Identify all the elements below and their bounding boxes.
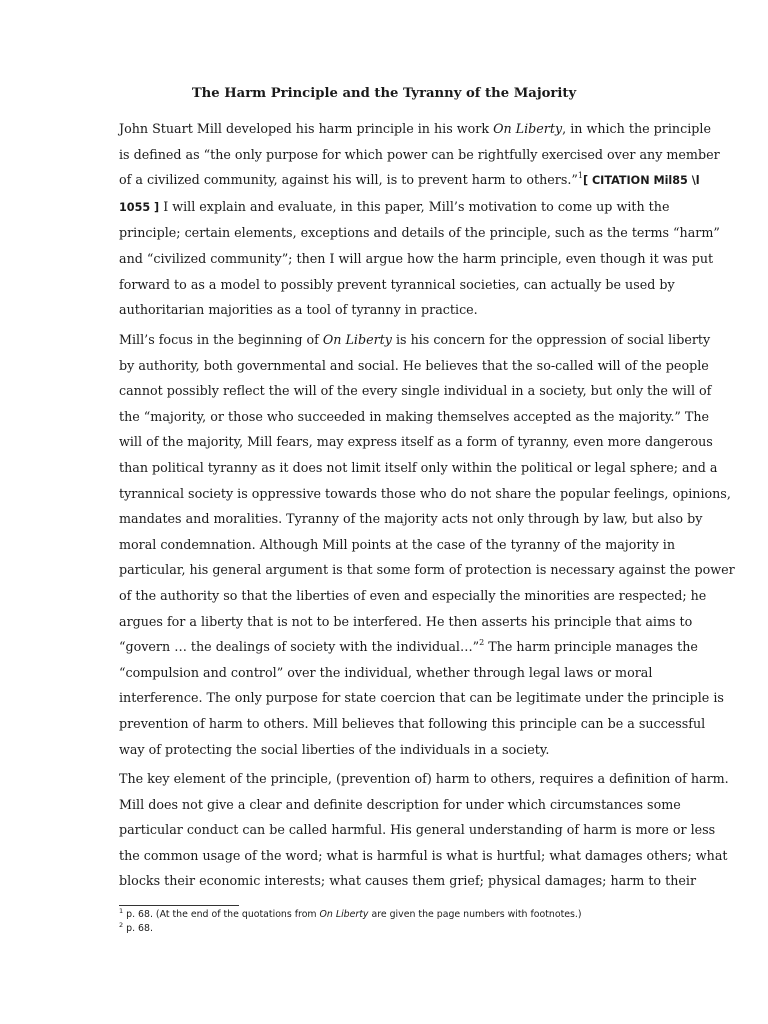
text-line: argues for a liberty that is not to be interfered. He then asserts his principle that aims to <box>119 613 693 629</box>
footnote-ref[interactable]: 2 <box>479 638 485 648</box>
text-line: cannot possibly reflect the will of the every single individual in a society, but only the will of <box>119 383 712 399</box>
text-run: I will explain and evaluate, in this paper, Mill’s motivation to come up with the <box>159 198 670 214</box>
text-line: way of protecting the social liberties of the individuals in a society. <box>119 741 550 757</box>
text-line: forward to as a model to possibly prevent tyrannical societies, can actually be used by <box>119 276 675 292</box>
footnote-number: 2 <box>119 921 124 929</box>
book-title: On Liberty <box>493 121 563 136</box>
footnote-number: 1 <box>119 907 124 915</box>
book-title: On Liberty <box>322 332 392 347</box>
text-line: the “majority, or those who succeeded in making themselves accepted as the majority.” The <box>119 408 710 424</box>
text-line: authoritarian majorities as a tool of tyranny in practice. <box>119 302 478 318</box>
footnote-ref[interactable]: 1 <box>577 171 583 181</box>
text-line: the common usage of the word; what is harmful is what is hurtful; what damages others; what <box>119 847 728 863</box>
text-line: is defined as “the only purpose for which power can be rightfully exercised over any member <box>119 146 720 162</box>
citation-field: 1055 ] <box>119 200 160 214</box>
text-line: will of the majority, Mill fears, may express itself as a form of tyranny, even more dangerous <box>119 434 713 450</box>
footnote-2 <box>119 922 679 936</box>
text-line <box>119 194 679 221</box>
text-line <box>119 167 700 194</box>
footnote-1 <box>119 908 679 922</box>
text-line: by authority, both governmental and social. He believes that the so-called will of the people <box>119 357 709 373</box>
text-run: of a civilized community, against his will, is to prevent harm to others.” <box>119 172 578 188</box>
text-run: The harm principle manages the <box>484 639 698 655</box>
text-line <box>119 634 698 660</box>
footnote-text: p. 68. (At the end of the quotations from <box>123 909 320 920</box>
text-line: prevention of harm to others. Mill believes that following this principle can be a successful <box>119 715 706 731</box>
text-run: “govern … the dealings of society with the individual…” <box>119 639 480 655</box>
text-line: than political tyranny as it does not limit itself only within the political or legal sphere; and a <box>119 459 718 475</box>
text-line <box>119 116 711 142</box>
book-title: On Liberty <box>319 909 369 920</box>
text-run: is his concern for the oppression of social liberty <box>391 332 711 347</box>
text-line: Mill does not give a clear and definite description for under which circumstances some <box>119 796 681 812</box>
paragraph-3 <box>119 766 729 894</box>
text-line: tyrannical society is oppressive towards those who do not share the popular feelings, opinions, <box>119 485 731 501</box>
text-line: interference. The only purpose for state coercion that can be legitimate under the principle is <box>119 690 724 706</box>
paragraph-1 <box>119 116 720 323</box>
citation-field: [ CITATION Mil85 \l <box>582 174 700 188</box>
text-line: blocks their economic interests; what causes them grief; physical damages; harm to their <box>119 873 697 889</box>
text-line <box>119 327 711 353</box>
paragraph-2 <box>119 327 735 762</box>
document-title: The Harm Principle and the Tyranny of the Majority <box>191 86 577 101</box>
text-line: of the authority so that the liberties of even and especially the minorities are respected; he <box>119 587 707 603</box>
text-run: John Stuart Mill developed his harm principle in his work <box>119 121 494 136</box>
text-line: particular, his general argument is that some form of protection is necessary against the power <box>119 562 735 578</box>
text-line: principle; certain elements, exceptions and details of the principle, such as the terms “harm” <box>119 225 720 241</box>
text-line: moral condemnation. Although Mill points at the case of the tyranny of the majority in <box>119 536 676 552</box>
text-run: Mill’s focus in the beginning of <box>119 332 323 347</box>
footnote-text: p. 68. <box>123 923 153 934</box>
footnote-separator <box>119 905 239 906</box>
text-line: “compulsion and control” over the individual, whether through legal laws or moral <box>119 664 653 680</box>
text-line: The key element of the principle, (prevention of) harm to others, requires a definition of harm. <box>119 771 729 786</box>
text-line: and “civilized community”; then I will argue how the harm principle, even though it was put <box>119 250 714 266</box>
text-line: mandates and moralities. Tyranny of the majority acts not only through by law, but also by <box>119 511 703 527</box>
text-line: particular conduct can be called harmful. His general understanding of harm is more or less <box>119 822 716 838</box>
text-run: , in which the principle <box>562 121 711 136</box>
footnote-text: are given the page numbers with footnotes.) <box>368 909 582 920</box>
